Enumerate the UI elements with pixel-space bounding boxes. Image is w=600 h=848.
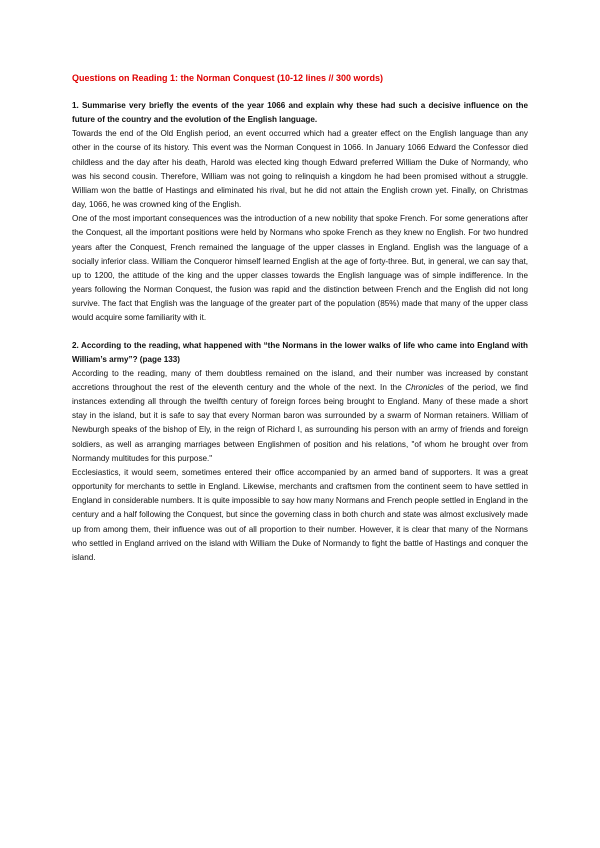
page-title: Questions on Reading 1: the Norman Conquest (10-12 lines // 300 words) (72, 73, 384, 83)
answer-2-text-end: of the period, we find instances extending all through the twelfth century of foreign forces being brought to England. Many of these made a short stay in the island, but it is safe to say that every Norman baron was surrounded by a swarm of Norman retainers. William of Newburgh speaks of the bishop of Ely, in the reign of Richard I, as surrounding his person with an army of friends and foreign soldiers, as well as arranging marriages between Englishmen of position and his relations, "of whom he brought over from Normandy multitudes for this purpose." (72, 382, 528, 463)
answer-1-paragraph-2: One of the most important consequences was the introduction of a new nobility that spoke French. For some generations after the Conquest, all the important positions were held by Normans who spoke French as they knew no English. For two hundred years after the Conquest, French remained the language of the upper classes in England. English was the language of a socially inferior class. William the Conqueror himself learned English at the age of forty-three. But, in general, we can say that, up to 1200, the attitude of the king and the upper classes towards the English language was of simple indifference. In the years following the Norman Conquest, the fusion was rapid and the distinction between French and the English did not long survive. The fact that English was the language of the greater part of the population (85%) made that many of the upper class would acquire some familiarity with it. (72, 214, 528, 323)
answer-2-text-start: According to the reading, many of them doubtless remained on the island, and their number was increased by constant accretions throughout the rest of the eleventh century and the whole of the next. In the (72, 368, 528, 392)
question-2: 2. According to the reading, what happened with “the Normans in the lower walks of life who came into England with William’s army”? (page 133) (72, 340, 528, 364)
answer-2-paragraph-1 (72, 367, 528, 466)
chronicles-italic: Chronicles (405, 382, 444, 392)
document-page (72, 72, 528, 565)
section-gap (72, 326, 528, 339)
answer-1-paragraph-1: Towards the end of the Old English period, an event occurred which had a greater effect on the English language than any other in the course of its history. This event was the Norman Conquest in 1066. In January 1066 Edward the Confessor died childless and the day after his death, Harold was elected king though Edward preferred William the Duke of Normandy, who was his second cousin. Therefore, William was not going to relinquish a kingdom he had been promised without a struggle. William won the battle of Hastings and eliminated his rival, but he did not attain the English crown yet. Finally, on Christmas day, 1066, he was crowned king of the English. (72, 129, 528, 210)
question-1: 1. Summarise very briefly the events of the year 1066 and explain why these had such a decisive influence on the future of the country and the evolution of the English language. (72, 101, 528, 125)
answer-2-paragraph-2: Ecclesiastics, it would seem, sometimes entered their office accompanied by an armed band of supporters. It was a great opportunity for merchants to settle in England. Likewise, merchants and craftsmen from the continent seem to have settled in England in considerable numbers. It is quite impossible to say how many Normans and French people settled in England in the century and a half following the Conquest, but since the governing class in both church and state was almost exclusively made up from among them, their influence was out of all proportion to their number. However, it is clear that many of the Normans who settled in England arrived on the island with William the Duke of Normandy to fight the battle of Hastings and conquer the island. (72, 467, 528, 562)
